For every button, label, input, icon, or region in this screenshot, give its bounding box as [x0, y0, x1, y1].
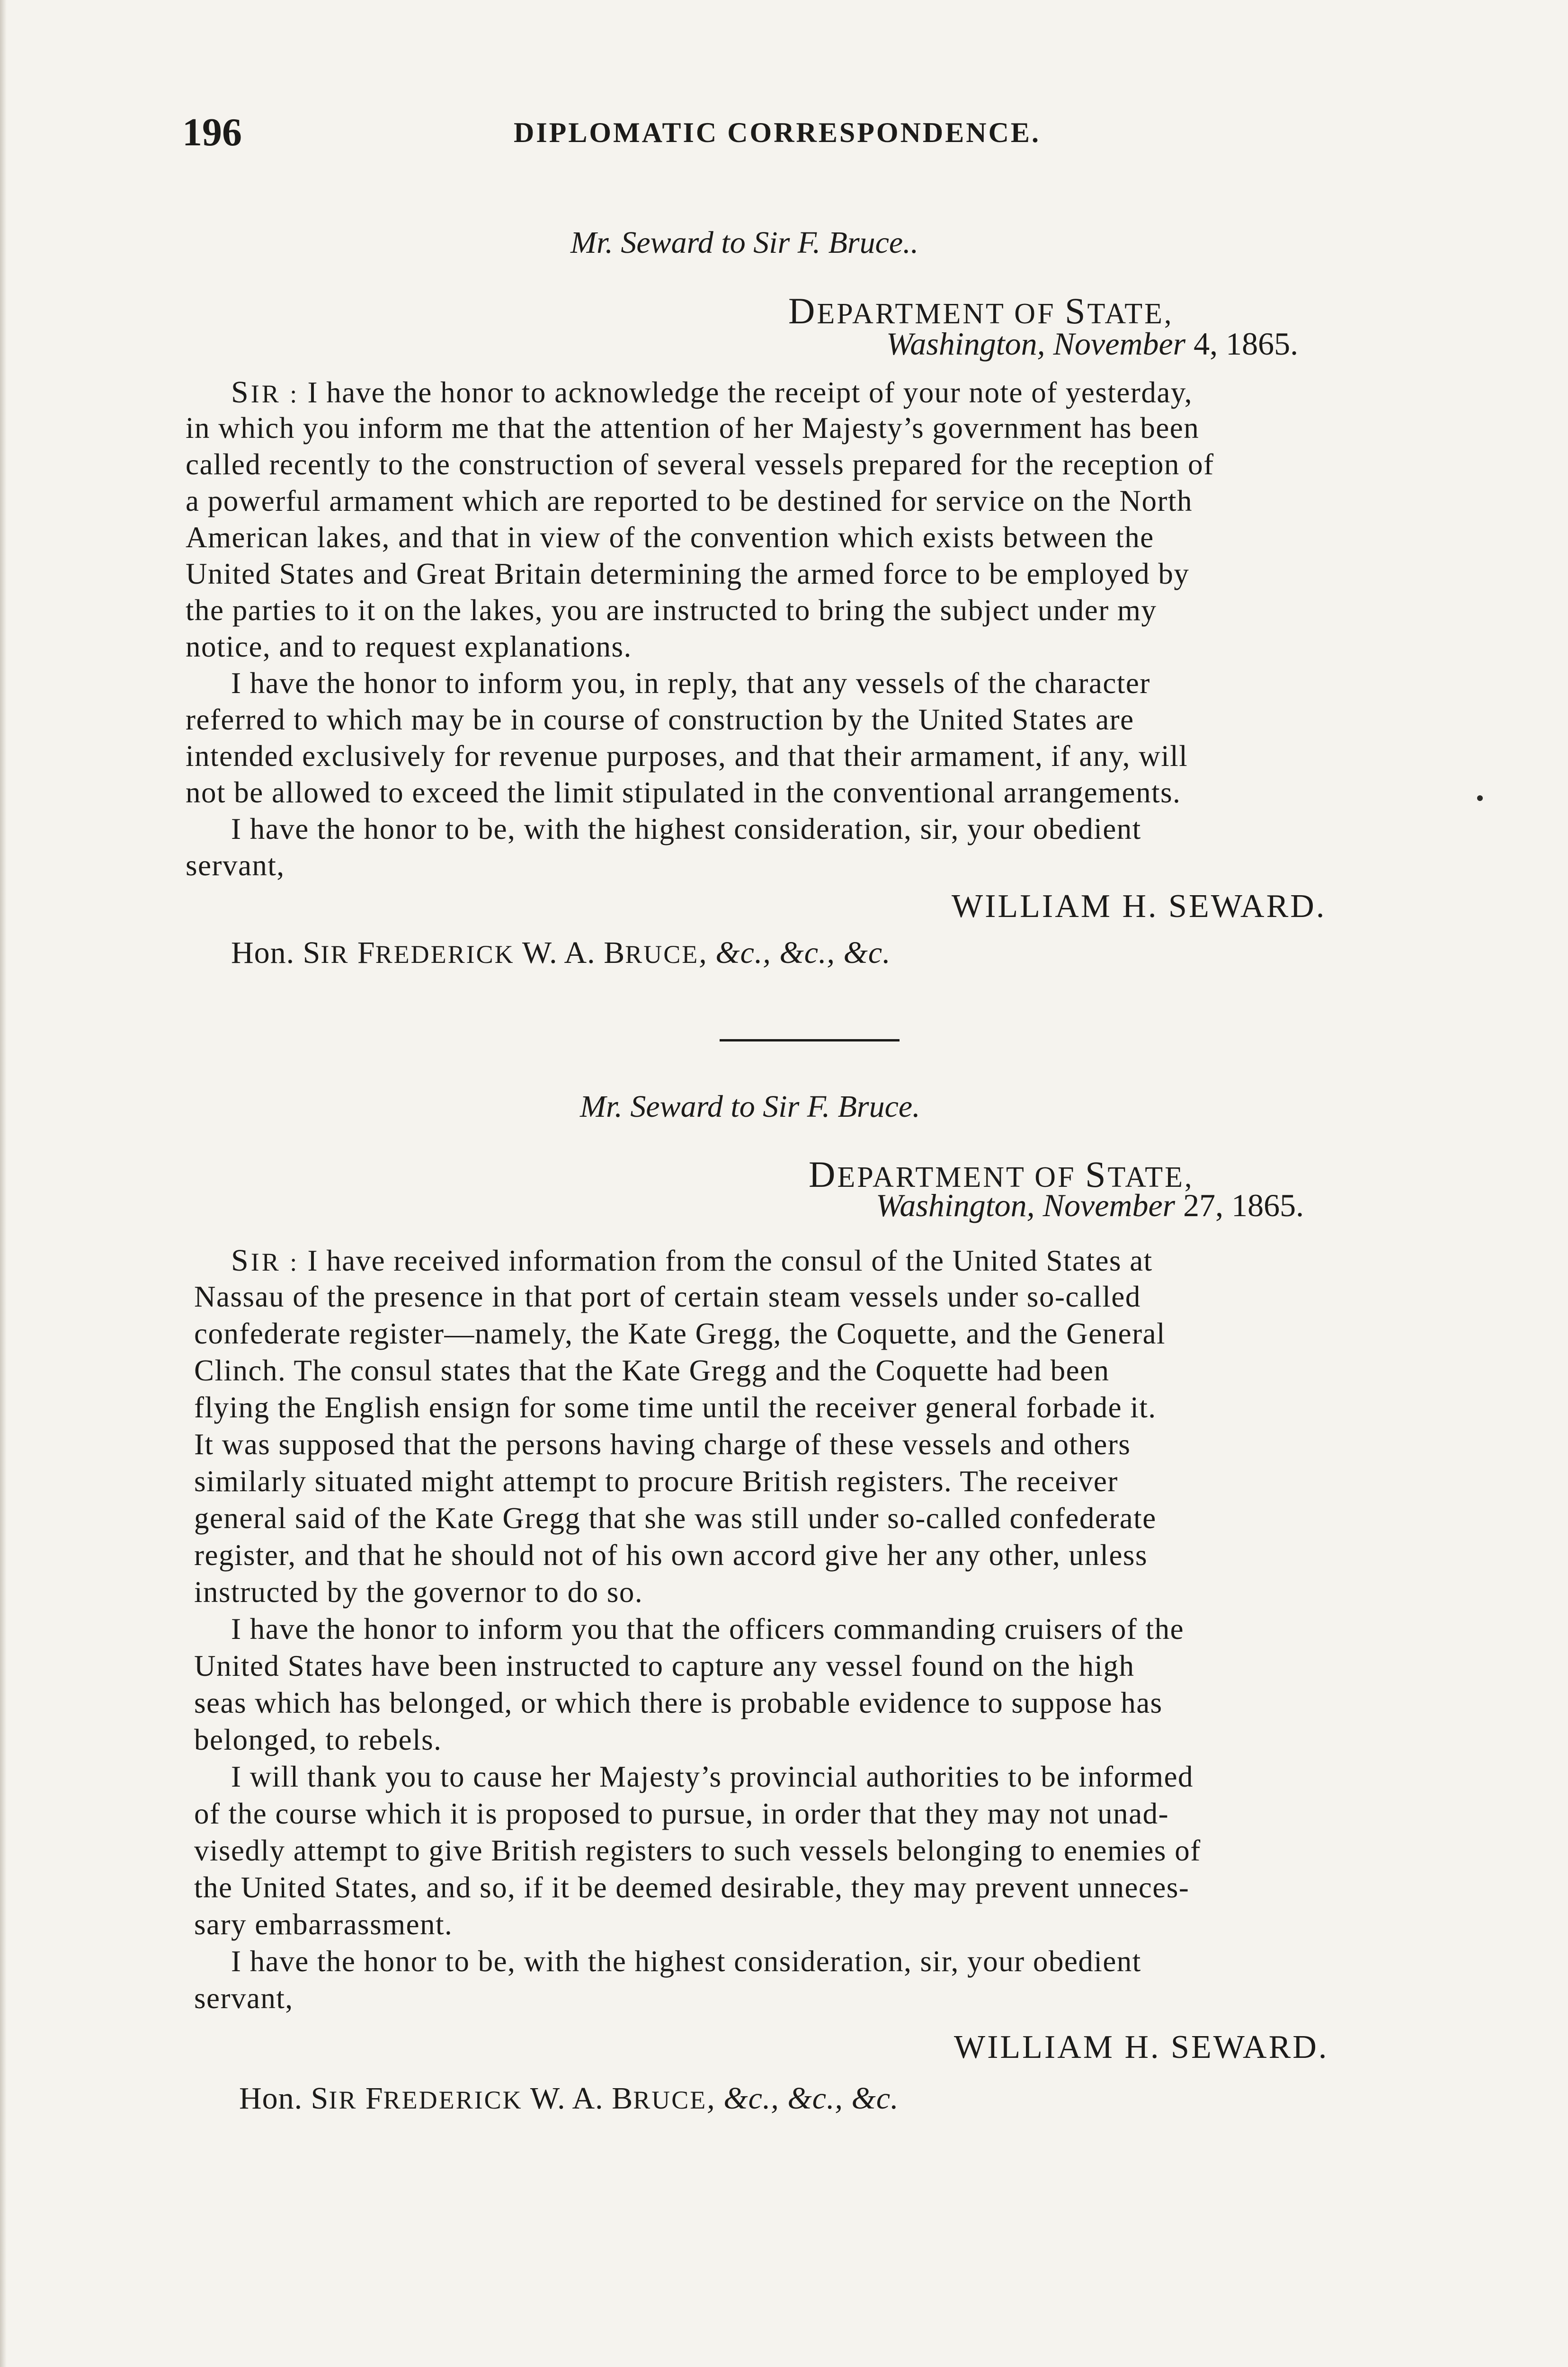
letter-2-line-2: Nassau of the presence in that port of certain steam vessels under so-called	[194, 1280, 1141, 1313]
letter-1-line-14: servant,	[186, 849, 285, 882]
letter-2-addressee-f: F	[357, 2081, 383, 2116]
letter-1-date-place: Washington, November	[886, 326, 1186, 362]
letter-1-addressee	[231, 937, 891, 969]
letter-1-addressee-s: S	[303, 935, 321, 970]
letter-2-line-17: visedly attempt to give British registers to such vessels belonging to enemies of	[194, 1834, 1201, 1867]
letter-1-line-7: the parties to it on the lakes, you are instructed to bring the subject under my	[186, 594, 1157, 627]
letter-1-department-state-rest: TATE,	[1087, 298, 1174, 330]
letter-1-addressee-ir: IR	[321, 940, 349, 969]
letter-1-line-9: I have the honor to inform you, in reply, that any vessels of the character	[231, 667, 1150, 700]
letter-1-line-6: United States and Great Britain determining the armed force to be employed by	[186, 557, 1190, 590]
letter-1-addressee-ruce: RUCE	[625, 940, 699, 969]
letter-1-addressee-b: B	[604, 935, 625, 970]
letter-2-line-3: confederate register—namely, the Kate Gregg, the Coquette, and the General	[194, 1317, 1166, 1350]
letter-2-line-19: sary embarrassment.	[194, 1908, 453, 1941]
letter-2-department-initial: D	[809, 1154, 837, 1195]
letter-2-addressee-rederick: REDERICK	[383, 2086, 523, 2114]
letter-1-line-11: intended exclusively for revenue purposes, and that their armament, if any, will	[186, 739, 1188, 773]
letter-1-line-12: not be allowed to exceed the limit stipulated in the conventional arrangements.	[186, 776, 1181, 809]
letter-2-title: Mr. Seward to Sir F. Bruce.	[580, 1089, 920, 1124]
letter-1-salutation-initial: S	[231, 375, 251, 409]
letter-2-dateline	[876, 1189, 1304, 1221]
letter-2-line-1	[231, 1245, 1153, 1276]
letter-1-line-1	[231, 377, 1193, 408]
letter-2-line-9: register, and that he should not of his own accord give her any other, unless	[194, 1539, 1148, 1572]
letter-2-line-20: I have the honor to be, with the highest consideration, sir, your obedient	[231, 1945, 1141, 1978]
letter-2-signature: WILLIAM H. SEWARD.	[954, 2029, 1329, 2065]
letter-1-addressee-f: F	[349, 935, 375, 970]
letter-1-salutation	[231, 375, 300, 409]
letter-1-addressee-suffix: , &c., &c., &c.	[699, 935, 891, 970]
letter-2-salutation-rest: IR	[250, 1248, 281, 1276]
letter-2-line-7: similarly situated might attempt to procure British registers. The receiver	[194, 1465, 1118, 1498]
letter-2-line-12: United States have been instructed to capture any vessel found on the high	[194, 1649, 1135, 1682]
letter-2-line-8: general said of the Kate Gregg that she was still under so-called confederate	[194, 1502, 1157, 1535]
letter-2-line-13: seas which has belonged, or which there is probable evidence to suppose has	[194, 1686, 1163, 1719]
letter-1-dateline	[886, 328, 1298, 360]
letter-1-line-3: called recently to the construction of several vessels prepared for the reception of	[186, 448, 1214, 481]
running-head	[182, 107, 1394, 159]
letter-2-addressee-suffix: , &c., &c., &c.	[707, 2081, 899, 2116]
letter-1-salutation-colon: :	[290, 380, 300, 408]
binding-edge-shadow	[0, 0, 7, 2367]
letter-1-department	[788, 290, 1174, 331]
letter-1-line-8: notice, and to request explanations.	[186, 630, 632, 663]
letter-1-department-state-initial: S	[1065, 290, 1087, 331]
letter-1-department-rest: EPARTMENT OF	[817, 298, 1065, 330]
letter-1-addressee-rederick: REDERICK	[375, 940, 515, 969]
letter-2-department-rest: EPARTMENT OF	[837, 1161, 1086, 1193]
letter-2-line-5: flying the English ensign for some time until the receiver general forbade it.	[194, 1391, 1157, 1424]
letter-2-date-place: Washington, November	[876, 1187, 1176, 1223]
letter-1-addressee-wa: W. A.	[514, 935, 604, 970]
letter-1-line-1-text: I have the honor to acknowledge the receipt of your note of yesterday,	[307, 376, 1193, 409]
letter-2-line-4: Clinch. The consul states that the Kate Gregg and the Coquette had been	[194, 1354, 1110, 1387]
print-speck	[1477, 795, 1483, 801]
letter-1-date-day-year: 4, 1865.	[1185, 326, 1299, 362]
running-title: DIPLOMATIC CORRESPONDENCE.	[514, 117, 1041, 148]
letter-2-addressee-prefix: Hon.	[239, 2081, 311, 2116]
letter-1-line-10: referred to which may be in course of construction by the United States are	[186, 703, 1134, 736]
letter-1-title: Mr. Seward to Sir F. Bruce..	[570, 225, 919, 260]
letter-2-addressee-ir: IR	[329, 2086, 357, 2114]
letter-1-department-initial: D	[788, 290, 817, 331]
letter-2-department-state-rest: TATE,	[1107, 1161, 1194, 1193]
letter-2-addressee-s: S	[311, 2081, 329, 2116]
letter-2-department-state-initial: S	[1085, 1154, 1108, 1195]
page-number: 196	[182, 110, 242, 154]
letter-2-line-18: the United States, and so, if it be deemed desirable, they may prevent unneces-	[194, 1871, 1190, 1904]
letter-2-line-1-text: I have received information from the consul of the United States at	[307, 1244, 1153, 1277]
letter-2-line-6: It was supposed that the persons having charge of these vessels and others	[194, 1428, 1131, 1461]
letter-2-line-16: of the course which it is proposed to pursue, in order that they may not unad-	[194, 1797, 1169, 1830]
letter-2-line-15: I will thank you to cause her Majesty’s provincial authorities to be informed	[231, 1760, 1194, 1793]
letter-2-addressee-wa: W. A.	[522, 2081, 612, 2116]
letter-2-line-21: servant,	[194, 1982, 294, 2015]
letter-1-line-5: American lakes, and that in view of the convention which exists between the	[186, 521, 1154, 554]
letter-1-line-4: a powerful armament which are reported to be destined for service on the North	[186, 484, 1193, 517]
letter-2-salutation	[231, 1243, 300, 1278]
letter-2-date-day-year: 27, 1865.	[1175, 1187, 1304, 1223]
letter-1-addressee-prefix: Hon.	[231, 935, 303, 970]
letter-separator-rule	[720, 1039, 900, 1041]
letter-1-salutation-rest: IR	[250, 380, 281, 408]
letter-1-line-13: I have the honor to be, with the highest consideration, sir, your obedient	[231, 812, 1141, 845]
letter-2-addressee-ruce: RUCE	[633, 2086, 707, 2114]
letter-1-signature: WILLIAM H. SEWARD.	[952, 888, 1327, 925]
letter-2-line-14: belonged, to rebels.	[194, 1723, 442, 1756]
letter-2-salutation-initial: S	[231, 1243, 251, 1278]
letter-1-line-2: in which you inform me that the attention of her Majesty’s government has been	[186, 411, 1200, 445]
letter-2-line-10: instructed by the governor to do so.	[194, 1575, 643, 1609]
letter-2-addressee-b: B	[612, 2081, 633, 2116]
letter-2-salutation-colon: :	[290, 1248, 300, 1276]
letter-2-addressee	[239, 2083, 899, 2114]
letter-2-line-11: I have the honor to inform you that the officers commanding cruisers of the	[231, 1612, 1185, 1646]
